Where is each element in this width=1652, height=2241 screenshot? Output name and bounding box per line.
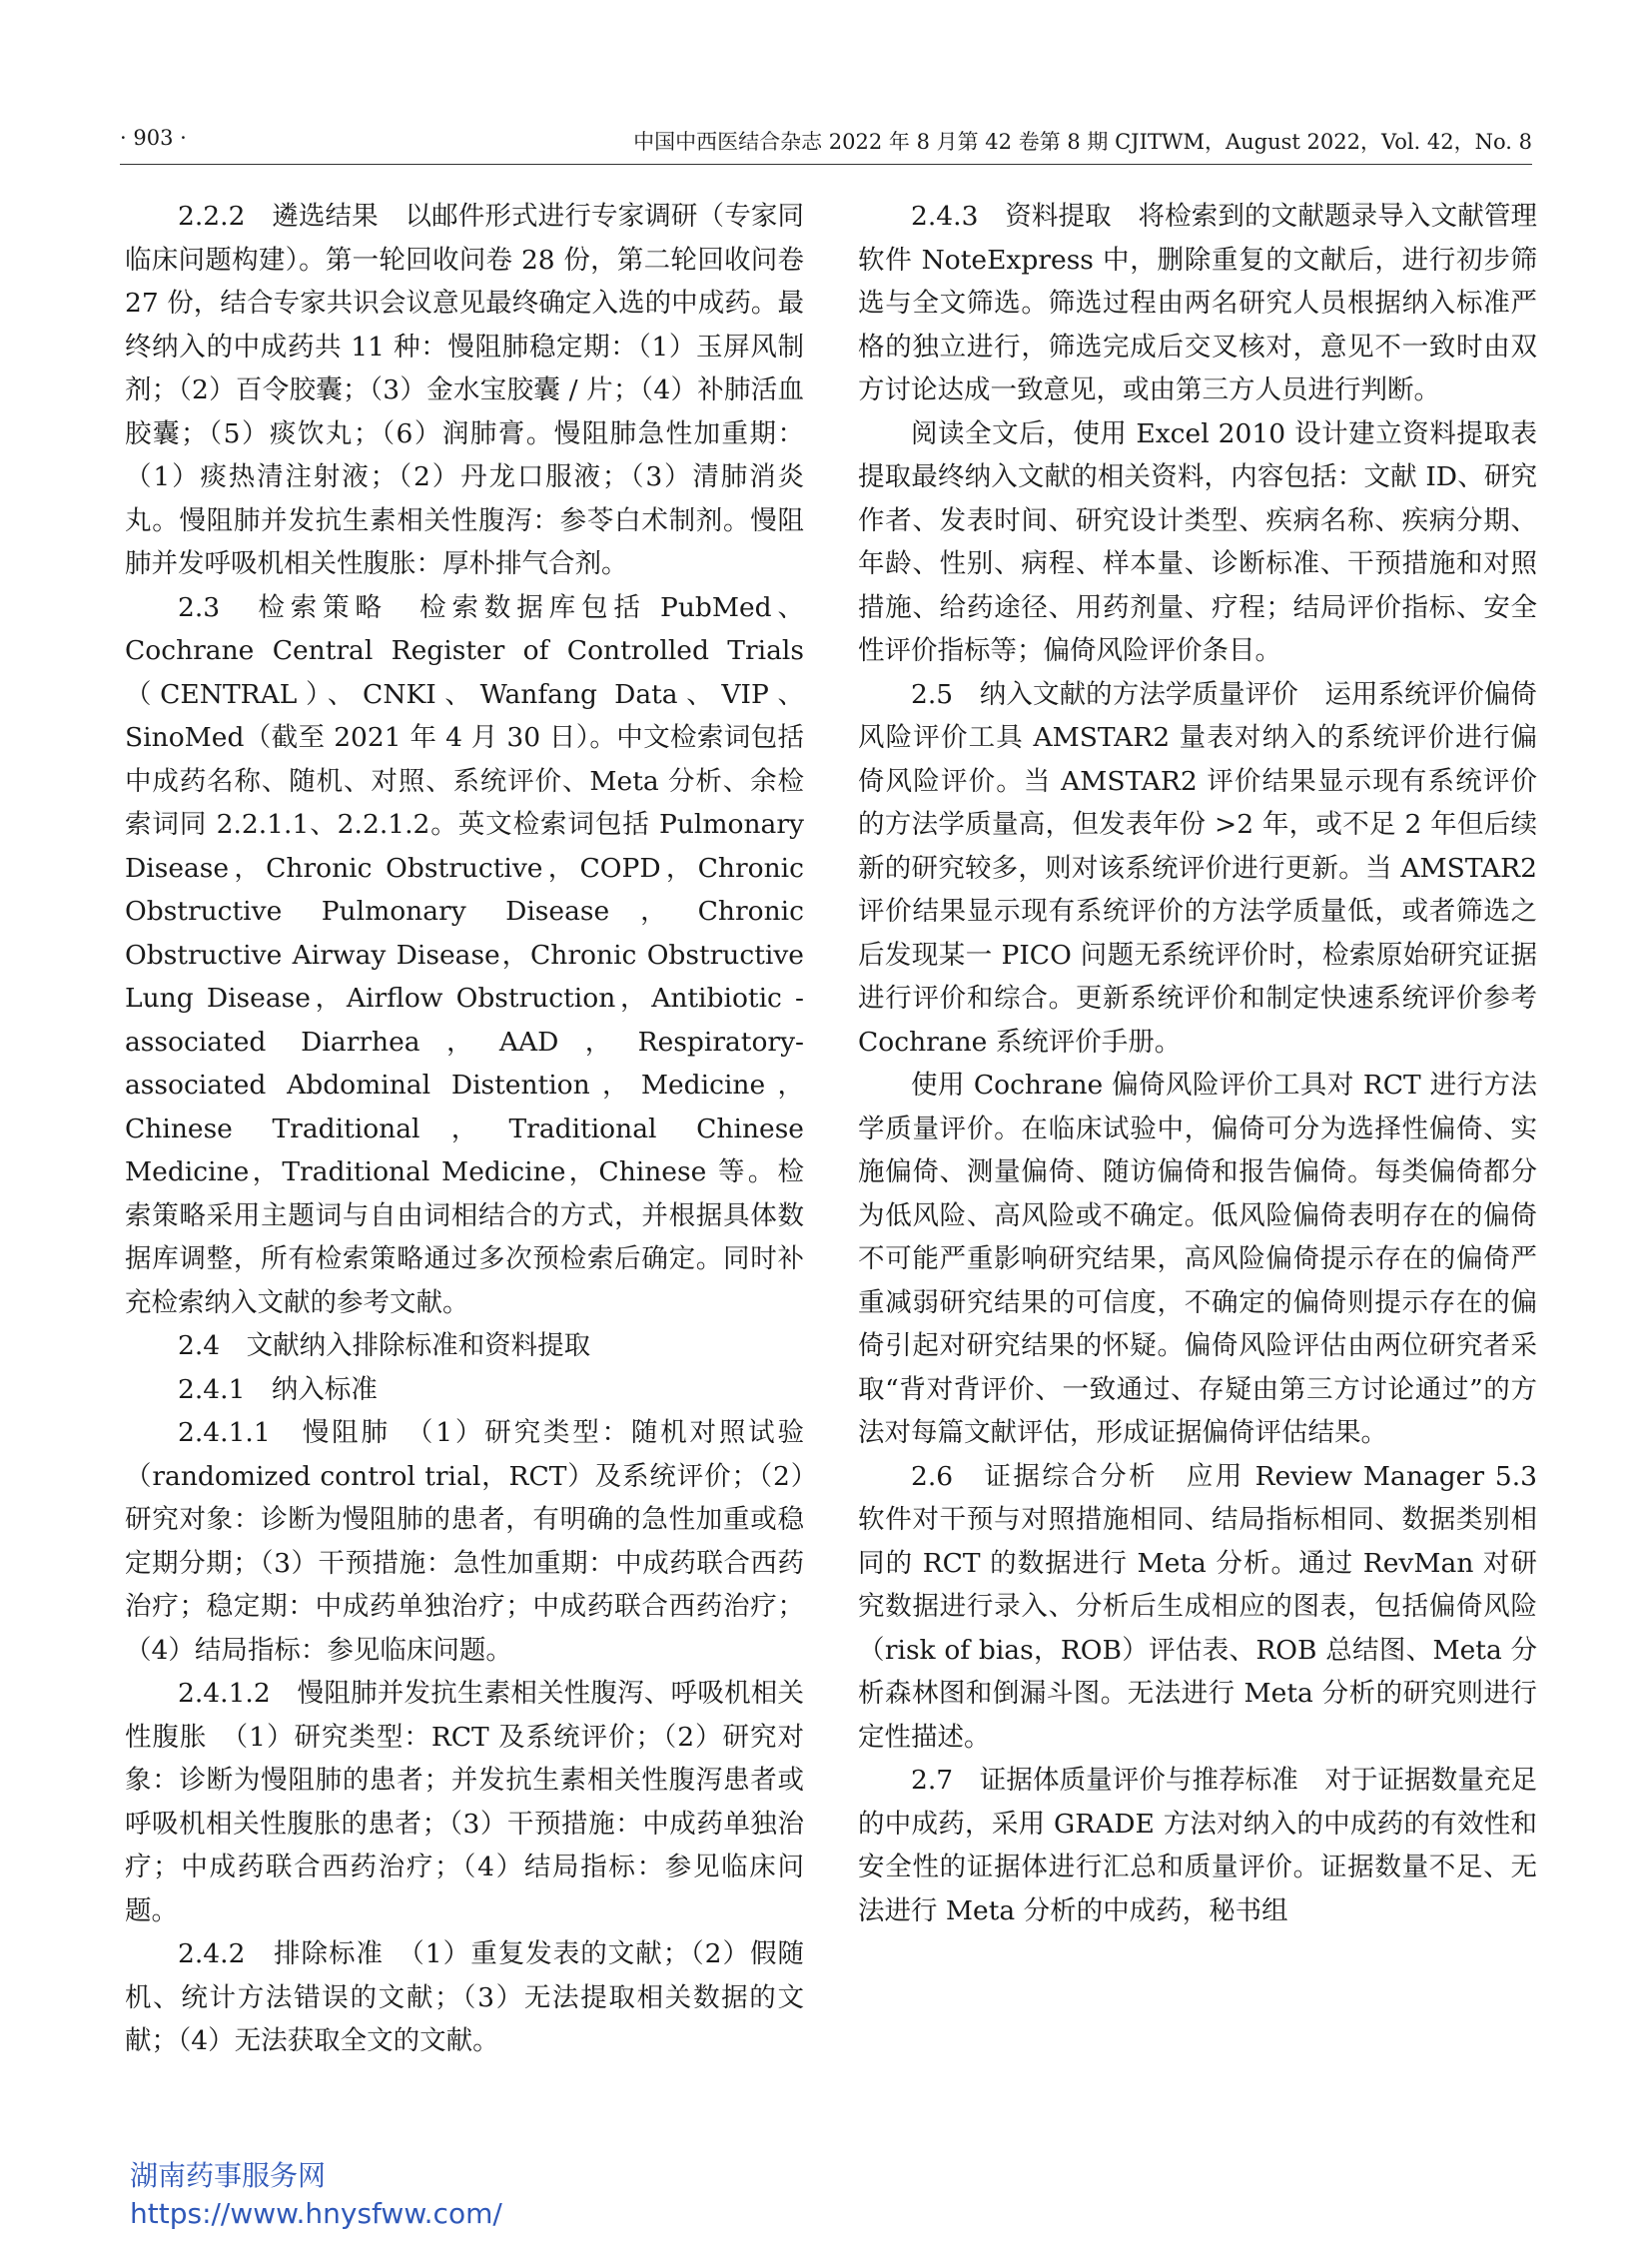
section-2-7: 2.7 证据体质量评价与推荐标准 对于证据数量充足的中成药，采用 GRADE 方法对纳入的中成药的有效性和安全性的证据体进行汇总和质量评价。证据数量不足、无法进行 Meta 分析的中成药，秘书组 [858, 1765, 1537, 1926]
page-number: · 903 · [120, 126, 187, 150]
journal-citation: 中国中西医结合杂志 2022 年 8 月第 42 卷第 8 期 CJITWM，August 2022，Vol. 42，No. 8 [633, 130, 1532, 154]
section-2-4-2: 2.4.2 排除标准 （1）重复发表的文献；（2）假随机、统计方法错误的文献；（3）无法提取相关数据的文献；（4）无法获取全文的文献。 [125, 1938, 804, 2056]
section-2-6: 2.6 证据综合分析 应用 Review Manager 5.3 软件对干预与对照措施相同、结局指标相同、数据类别相同的 RCT 的数据进行 Meta 分析。通过 RevMan 对研究数据进行录入、分析后生成相应的图表，包括偏倚风险（risk of bias，ROB）评估表、ROB 总结图、Meta 分析森林图和倒漏斗图。无法进行 Meta 分析的研究则进行定性描述。 [858, 1460, 1537, 1753]
running-header [120, 126, 1532, 158]
watermark-site-name: 湖南药事服务网 [130, 2159, 327, 2192]
section-2-2-2: 2.2.2 遴选结果 以邮件形式进行专家调研（专家同临床问题构建）。第一轮回收问卷 28 份，第二轮回收问卷 27 份，结合专家共识会议意见最终确定入选的中成药。最终纳入的中成药共 11 种：慢阻肺稳定期：（1）玉屏风制剂；（2）百令胶囊；（3）金水宝胶囊 / 片；（4）补肺活血胶囊；（5）痰饮丸；（6）润肺膏。慢阻肺急性加重期：（1）痰热清注射液；（2）丹龙口服液；（3）清肺消炎丸。慢阻肺并发抗生素相关性腹泻：参苓白术制剂。慢阻肺并发呼吸机相关性腹胀：厚朴排气合剂。 [125, 201, 804, 579]
right-column [858, 195, 1537, 1932]
header-rule [120, 164, 1532, 165]
watermark-url: https://www.hnysfww.com/ [130, 2197, 502, 2230]
left-column [125, 195, 804, 2063]
section-2-4-1-2: 2.4.1.2 慢阻肺并发抗生素相关性腹泻、呼吸机相关性腹胀 （1）研究类型：RCT 及系统评价；（2）研究对象：诊断为慢阻肺的患者；并发抗生素相关性腹泻患者或呼吸机相关性腹胀的患者；（3）干预措施：中成药单独治疗；中成药联合西药治疗；（4）结局指标：参见临床问题。 [125, 1678, 804, 1926]
section-2-4-1-heading: 2.4.1 纳入标准 [178, 1373, 378, 1405]
paragraph-cochrane-bias: 使用 Cochrane 偏倚风险评价工具对 RCT 进行方法学质量评价。在临床试验中，偏倚可分为选择性偏倚、实施偏倚、测量偏倚、随访偏倚和报告偏倚。每类偏倚都分为低风险、高风险或不确定。低风险偏倚表明存在的偏倚不可能严重影响研究结果，高风险偏倚提示存在的偏倚严重减弱研究结果的可信度，不确定的偏倚则提示存在的偏倚引起对研究结果的怀疑。偏倚风险评估由两位研究者采取“背对背评价、一致通过、存疑由第三方讨论通过”的方法对每篇文献评估，形成证据偏倚评估结果。 [858, 1070, 1537, 1448]
section-2-4-3: 2.4.3 资料提取 将检索到的文献题录导入文献管理软件 NoteExpress 中，删除重复的文献后，进行初步筛选与全文筛选。筛选过程由两名研究人员根据纳入标准严格的独立进行，筛选完成后交叉核对，意见不一致时由双方讨论达成一致意见，或由第三方人员进行判断。 [858, 201, 1537, 405]
paragraph-extraction-table: 阅读全文后，使用 Excel 2010 设计建立资料提取表提取最终纳入文献的相关资料，内容包括：文献 ID、研究作者、发表时间、研究设计类型、疾病名称、疾病分期、年龄、性别、病程、样本量、诊断标准、干预措施和对照措施、给药途径、用药剂量、疗程；结局评价指标、安全性评价指标等；偏倚风险评价条目。 [858, 417, 1537, 666]
section-2-5: 2.5 纳入文献的方法学质量评价 运用系统评价偏倚风险评价工具 AMSTAR2 量表对纳入的系统评价进行偏倚风险评价。当 AMSTAR2 评价结果显示现有系统评价的方法学质量高，但发表年份 >2 年，或不足 2 年但后续新的研究较多，则对该系统评价进行更新。当 AMSTAR2 评价结果显示现有系统评价的方法学质量低，或者筛选之后发现某一 PICO 问题无系统评价时，检索原始研究证据进行评价和综合。更新系统评价和制定快速系统评价参考 Cochrane 系统评价手册。 [858, 678, 1537, 1058]
section-2-4-1-1: 2.4.1.1 慢阻肺 （1）研究类型：随机对照试验（randomized control trial，RCT）及系统评价；（2）研究对象：诊断为慢阻肺的患者，有明确的急性加重或稳定期分期；（3）干预措施：急性加重期：中成药联合西药治疗；稳定期：中成药单独治疗；中成药联合西药治疗；（4）结局指标：参见临床问题。 [125, 1417, 804, 1666]
section-2-3: 2.3 检索策略 检索数据库包括 PubMed、Cochrane Central Register of Controlled Trials（CENTRAL）、CNKI、Wanfang Data、VIP、SinoMed（截至 2021 年 4 月 30 日）。中文检索词包括中成药名称、随机、对照、系统评价、Meta 分析、余检索词同 2.2.1.1、2.2.1.2。英文检索词包括 Pulmonary Disease，Chronic Obstructive，COPD，Chronic Obstructive Pulmonary Disease，Chronic Obstructive Airway Disease，Chronic Obstructive Lung Disease，Airflow Obstruction，Antibiotic - associated Diarrhea，AAD，Respiratory-associated Abdominal Distention，Medicine，Chinese Traditional，Traditional Chinese Medicine，Traditional Medicine，Chinese 等。检索策略采用主题词与自由词相结合的方式，并根据具体数据库调整，所有检索策略通过多次预检索后确定。同时补充检索纳入文献的参考文献。 [125, 591, 804, 1318]
watermark [130, 2157, 502, 2233]
section-2-4-heading: 2.4 文献纳入排除标准和资料提取 [178, 1330, 591, 1361]
